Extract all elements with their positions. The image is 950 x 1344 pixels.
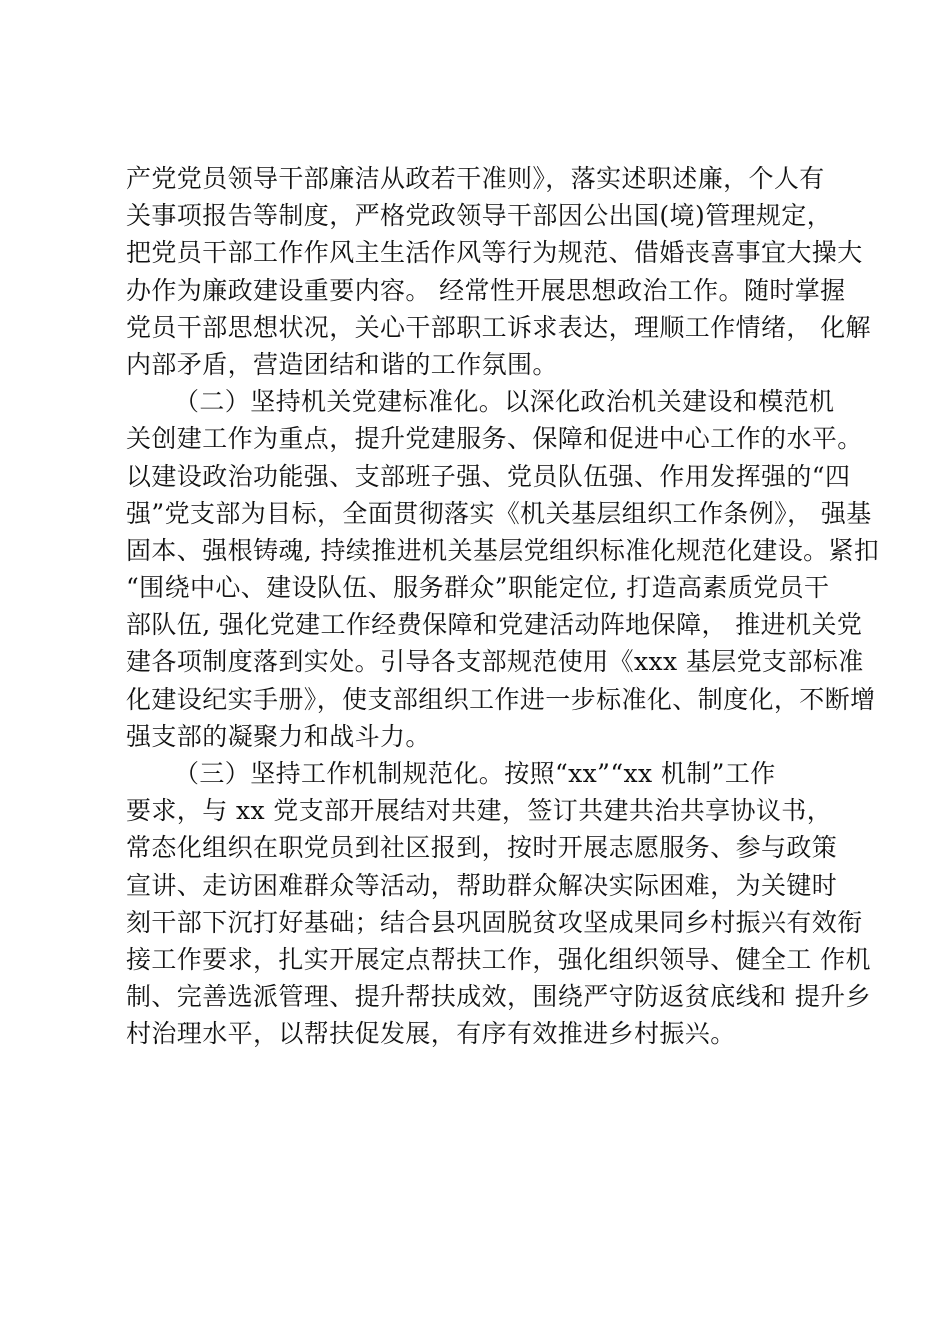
text-line: 把党员干部工作作风主生活作风等行为规范、借婚丧喜事宜大操大 xyxy=(126,238,863,268)
text-line: 强支部的凝聚力和战斗力。 xyxy=(126,721,431,751)
text-line: 产党党员领导干部廉洁从政若干准则》，落实述职述廉，个人有 xyxy=(126,164,825,193)
text-line: 固本、强根铸魂, 持续推进机关基层党组织标准化规范化建设。紧扣 xyxy=(126,535,880,565)
text-line: 强”党支部为目标，全面贯彻落实《机关基层组织工作条例》， 强基 xyxy=(126,498,872,528)
text-line: 部队伍, 强化党建工作经费保障和党建活动阵地保障， 推进机关党 xyxy=(126,610,863,640)
text-line: 常态化组织在职党员到社区报到，按时开展志愿服务、参与政策 xyxy=(126,833,838,863)
text-line: 要求，与 xx 党支部开展结对共建，签订共建共治共享协议书， xyxy=(126,796,833,826)
text-line: 关事项报告等制度，严格党政领导干部因公出国(境)管理规定， xyxy=(126,201,833,231)
text-line: 村治理水平，以帮扶促发展，有序有效推进乡村振兴。 xyxy=(126,1019,736,1049)
document-body xyxy=(126,160,880,1053)
text-line: 以建设政治功能强、支部班子强、党员队伍强、作用发挥强的“四 xyxy=(126,461,851,491)
text-line: 内部矛盾，营造团结和谐的工作氛围。 xyxy=(126,349,558,379)
text-line: 化建设纪实手册》，使支部组织工作进一步标准化、制度化，不断增 xyxy=(126,684,876,714)
text-line: “围绕中心、建设队伍、服务群众”职能定位, 打造高素质党员干 xyxy=(126,573,830,603)
text-line: 关创建工作为重点，提升党建服务、保障和促进中心工作的水平。 xyxy=(126,424,863,454)
section-heading-line: （二）坚持机关党建标准化。以深化政治机关建设和模范机 xyxy=(174,387,835,417)
section-heading-line: （三）坚持工作机制规范化。按照“xx”“xx 机制”工作 xyxy=(174,759,776,788)
text-line: 制、完善选派管理、提升帮扶成效，围绕严守防返贫底线和 提升乡 xyxy=(126,982,871,1012)
text-line: 刻干部下沉打好基础；结合县巩固脱贫攻坚成果同乡村振兴有效衔 xyxy=(126,907,863,937)
text-line: 党员干部思想状况，关心干部职工诉求表达，理顺工作情绪， 化解 xyxy=(126,312,871,342)
text-line: 建各项制度落到实处。引导各支部规范使用《xxx 基层党支部标准 xyxy=(126,647,864,677)
text-line: 接工作要求，扎实开展定点帮扶工作，强化组织领导、健全工 作机 xyxy=(126,944,871,974)
text-line: 办作为廉政建设重要内容。 经常性开展思想政治工作。随时掌握 xyxy=(126,275,846,305)
text-line: 宣讲、走访困难群众等活动，帮助群众解决实际困难，为关键时 xyxy=(126,870,838,900)
